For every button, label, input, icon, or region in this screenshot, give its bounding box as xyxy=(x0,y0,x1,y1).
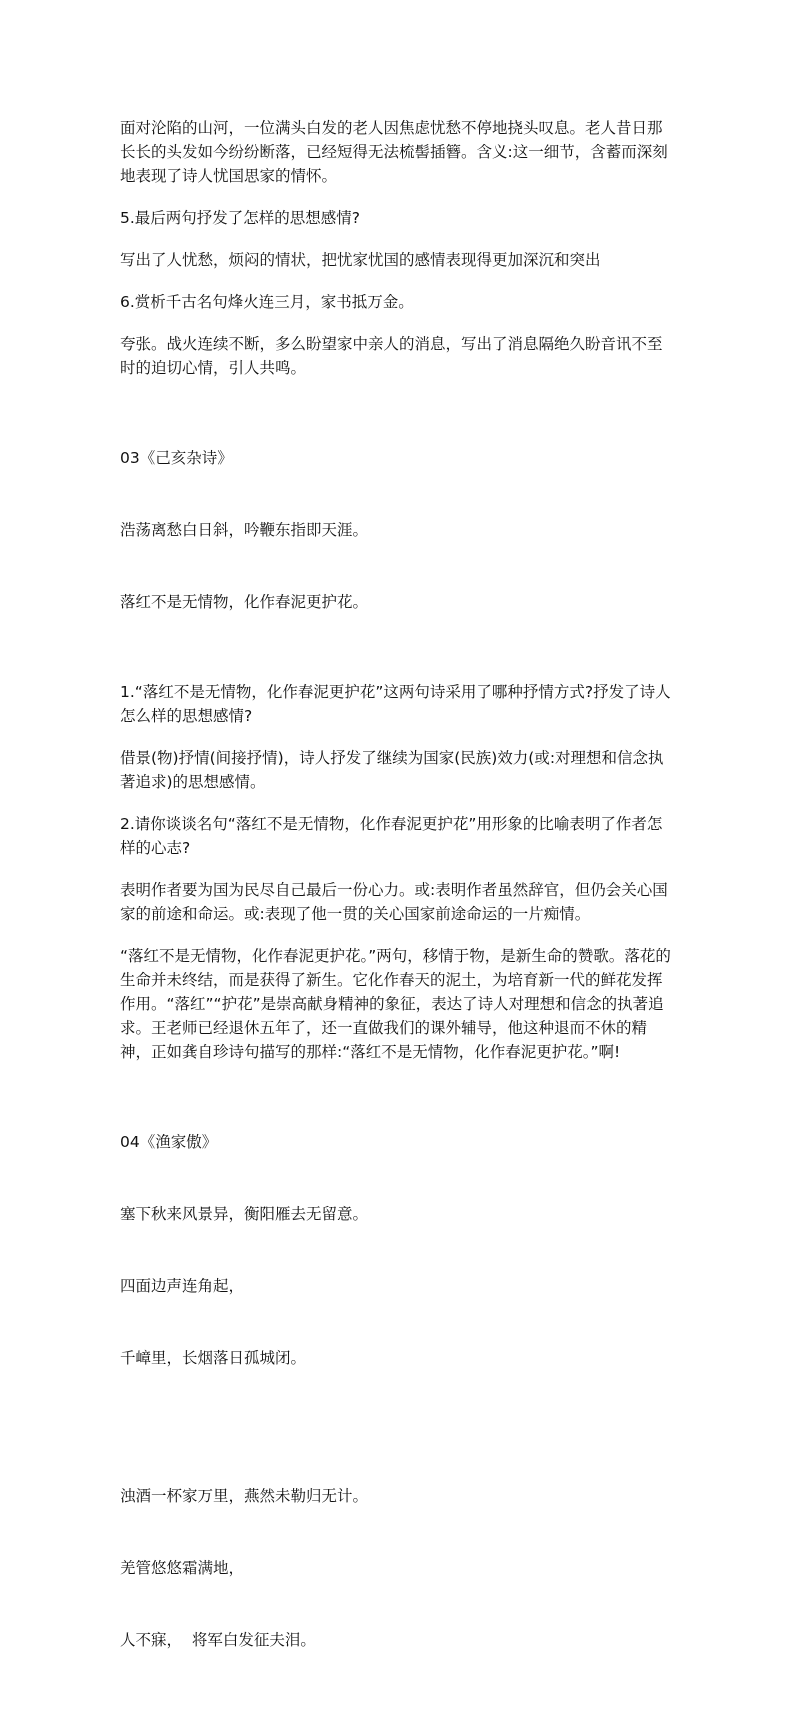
answer-6: 夸张。战火连续不断，多么盼望家中亲人的消息，写出了消息隔绝久盼音讯不至时的迫切心情，引人共鸣。 xyxy=(120,335,663,377)
poem-04-line-5: 羌管悠悠霜满地， xyxy=(120,1559,245,1577)
poem-03-question-2: 2.请你谈谈名句“落红不是无情物，化作春泥更护花”用形象的比喻表明了作者怎样的心志? xyxy=(120,815,663,857)
poem-04-line-2: 四面边声连角起， xyxy=(120,1277,245,1295)
poem-03-question-1: 1.“落红不是无情物，化作春泥更护花”这两句诗采用了哪种抒情方式?抒发了诗人怎么样的思想感情? xyxy=(120,683,671,725)
poem-03-appreciation: “落红不是无情物，化作春泥更护花。”两句，移情于物，是新生命的赞歌。落花的生命并未终结，而是获得了新生。它化作春天的泥土，为培育新一代的鲜花发挥作用。“落红”“护花”是崇高献身精神的象征，表达了诗人对理想和信念的执著追求。王老师已经退休五年了，还一直做我们的课外辅导，他这种退而不休的精神，正如龚自珍诗句描写的那样:“落红不是无情物，化作春泥更护花。”啊! xyxy=(120,947,671,1061)
poem-04-line-6: 人不寐， 将军白发征夫泪。 xyxy=(120,1631,316,1649)
poem-03-answer-2: 表明作者要为国为民尽自己最后一份心力。或:表明作者虽然辞官，但仍会关心国家的前途和命运。或:表现了他一贯的关心国家前途命运的一片痴情。 xyxy=(120,881,668,923)
document-body xyxy=(120,116,676,1718)
poem-04-stanza-2 xyxy=(120,1436,676,1700)
poem-04-line-4: 浊酒一杯家万里，燕然未勒归无计。 xyxy=(120,1487,369,1505)
poem-03-line-1: 浩荡离愁白日斜，吟鞭东指即天涯。 xyxy=(120,521,369,539)
question-6: 6.赏析千古名句烽火连三月，家书抵万金。 xyxy=(120,293,414,311)
question-5: 5.最后两句抒发了怎样的思想感情? xyxy=(120,209,361,227)
answer-5: 写出了人忧愁，烦闷的情状，把忧家忧国的感情表现得更加深沉和突出 xyxy=(120,251,601,269)
paragraph-detail-meaning: 面对沦陷的山河，一位满头白发的老人因焦虑忧愁不停地挠头叹息。老人昔日那长长的头发如今纷纷断落，已经短得无法梳髻插簪。含义:这一细节，含蓄而深刻地表现了诗人忧国思家的情怀。 xyxy=(120,119,668,185)
poem-04-stanza-1 xyxy=(120,1082,676,1418)
poem-04-line-3: 千嶂里，长烟落日孤城闭。 xyxy=(120,1349,307,1367)
poem-04-title: 04《渔家傲》 xyxy=(120,1133,218,1151)
poem-04-line-1: 塞下秋来风景异，衡阳雁去无留意。 xyxy=(120,1205,369,1223)
poem-03-line-2: 落红不是无情物，化作春泥更护花。 xyxy=(120,593,369,611)
poem-03-answer-1: 借景(物)抒情(间接抒情)，诗人抒发了继续为国家(民族)效力(或:对理想和信念执著追求)的思想感情。 xyxy=(120,749,664,791)
poem-03 xyxy=(120,398,676,662)
poem-03-title: 03《己亥杂诗》 xyxy=(120,449,233,467)
